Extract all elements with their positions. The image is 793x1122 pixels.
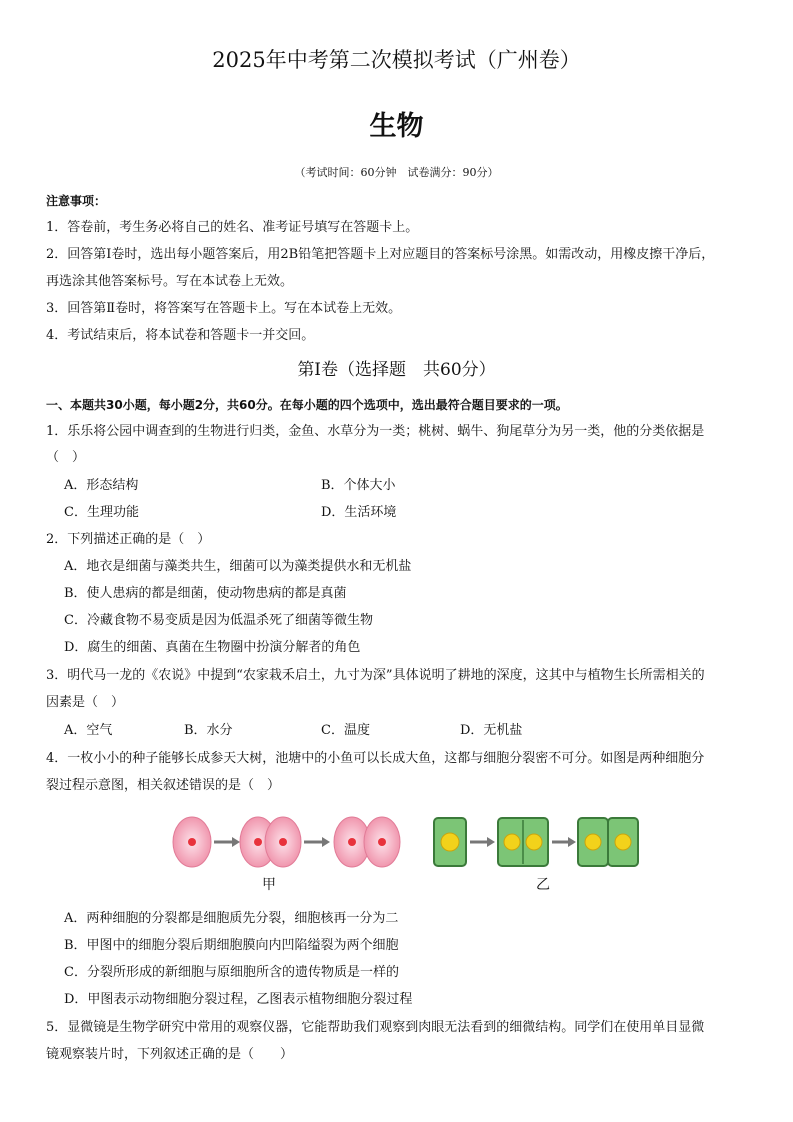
question-3-option-b: B．水分 [184, 723, 233, 738]
question-3-option-d: D．无机盐 [460, 723, 523, 738]
plant-cell-stage-3 [578, 818, 638, 866]
plant-cell-stage-2 [498, 818, 548, 866]
figure-label-a: 甲 [262, 877, 276, 893]
plant-cell-stage-1 [434, 818, 466, 866]
notice-item: 4．考试结束后，将本试卷和答题卡一并交回。 [46, 328, 315, 343]
question-1-option-a: A．形态结构 [64, 478, 139, 493]
question-2-option-a: A．地衣是细菌与藻类共生，细菌可以为藻类提供水和无机盐 [64, 559, 412, 574]
notice-item: 1．答卷前，考生务必将自己的姓名、准考证号填写在答题卡上。 [46, 220, 419, 235]
question-1-option-c: C．生理功能 [64, 505, 139, 520]
question-4-option-b: B．甲图中的细胞分裂后期细胞膜向内凹陷缢裂为两个细胞 [64, 938, 399, 953]
animal-cell-stage-1 [173, 817, 211, 867]
exam-title: 2025年中考第二次模拟考试（广州卷） [212, 48, 581, 72]
question-2-option-b: B．使人患病的都是细菌，使动物患病的都是真菌 [64, 586, 347, 601]
section-instruction: 一、本题共30小题，每小题2分，共60分。在每小题的四个选项中，选出最符合题目要求的一项。 [46, 398, 568, 412]
notice-item: 3．回答第Ⅱ卷时，将答案写在答题卡上。写在本试卷上无效。 [46, 301, 402, 316]
notice-heading: 注意事项： [46, 194, 107, 208]
animal-cell-division-figure [170, 812, 410, 872]
question-5-stem: 5．显微镜是生物学研究中常用的观察仪器，它能帮助我们观察到肉眼无法看到的细微结构。同学们在使用单目显微 [46, 1020, 705, 1035]
question-3-option-c: C．温度 [321, 723, 370, 738]
animal-cell-stage-2 [240, 817, 301, 867]
question-2-option-c: C．冷藏食物不易变质是因为低温杀死了细菌等微生物 [64, 613, 373, 628]
subject-title: 生物 [369, 111, 424, 142]
question-1-stem: 1．乐乐将公园中调查到的生物进行归类，金鱼、水草分为一类；桃树、蜗牛、狗尾草分为另一类，他的分类依据是 [46, 424, 705, 439]
question-3-stem-cont: 因素是（ ） [46, 695, 125, 710]
notice-item: 再选涂其他答案标号。写在本试卷上无效。 [46, 274, 294, 289]
section-title: 第Ⅰ卷（选择题 共60分） [297, 360, 496, 380]
question-1-option-d: D．生活环境 [321, 505, 397, 520]
question-5-stem-cont: 镜观察装片时，下列叙述正确的是（ ） [46, 1047, 294, 1062]
exam-meta: （考试时间：60分钟 试卷满分：90分） [294, 166, 499, 179]
question-3-stem: 3．明代马一龙的《农说》中提到“农家栽禾启土，九寸为深”具体说明了耕地的深度，这其中与植物生长所需相关的 [46, 668, 705, 683]
question-3-option-a: A．空气 [64, 723, 113, 738]
arrow-icon [304, 837, 330, 847]
question-4-option-c: C．分裂所形成的新细胞与原细胞所含的遗传物质是一样的 [64, 965, 399, 980]
question-4-option-d: D．甲图表示动物细胞分裂过程，乙图表示植物细胞分裂过程 [64, 992, 413, 1007]
arrow-icon [470, 837, 495, 847]
animal-cell-stage-3 [334, 817, 400, 867]
notice-item: 2．回答第Ⅰ卷时，选出每小题答案后，用2B铅笔把答题卡上对应题目的答案标号涂黑。如需改动，用橡皮擦干净后， [46, 247, 715, 262]
question-1-option-b: B．个体大小 [321, 478, 396, 493]
plant-cell-division-figure [432, 812, 642, 872]
question-4-stem-cont: 裂过程示意图，相关叙述错误的是（ ） [46, 778, 281, 793]
question-4-stem: 4．一枚小小的种子能够长成参天大树，池塘中的小鱼可以长成大鱼，这都与细胞分裂密不可分。如图是两种细胞分 [46, 751, 705, 766]
arrow-icon [552, 837, 576, 847]
question-1-stem-cont: （ ） [46, 450, 86, 465]
figure-label-b: 乙 [536, 877, 550, 893]
question-2-option-d: D．腐生的细菌、真菌在生物圈中扮演分解者的角色 [64, 640, 361, 655]
question-2-stem: 2．下列描述正确的是（ ） [46, 532, 211, 547]
arrow-icon [214, 837, 240, 847]
question-4-option-a: A．两种细胞的分裂都是细胞质先分裂，细胞核再一分为二 [64, 911, 399, 926]
